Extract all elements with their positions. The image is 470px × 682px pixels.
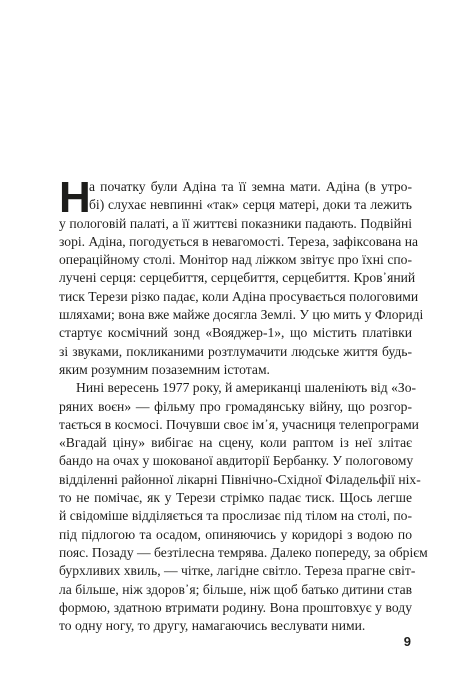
text-line: то одну ногу, то другу, намагаючись веслувати ними. [59,618,366,634]
text-line: бандо на очах у шокованої авдиторії Бербанку. У пологовому [59,453,414,469]
page-number: 9 [403,634,411,649]
text-line: стартує космічний зонд «Вояджер-1», що містить платівки [59,325,412,341]
text-line: Нині вересень 1977 року, й американці шаленіють від «Зо- [76,380,417,396]
text-line: й свідоміше відділяється та прослизає під тілом на столі, по- [59,508,412,524]
text-line: пояс. Позаду — безтілесна темрява. Далеко попереду, за обрієм [59,544,428,560]
text-line: бурхливих хвиль, — чітке, лагідне світло. Тереза прагне світ- [59,563,416,579]
text-line: то не помічає, як у Терези стрімко падає тиск. Щось легше [59,490,412,506]
text-line: відділенні районної лікарні Північно-Східної Філадельфії ніх- [59,471,421,487]
text-line: зі звуками, покликаними розтлумачити людське життя будь- [59,343,412,359]
paragraph-1 [59,173,424,379]
text-line: тиск Терези різко падає, коли Адіна просувається пологовими [59,288,419,304]
text-line: бі) слухає невпинні «так» серця матері, доки та лежить [89,197,412,213]
text-line: у пологовій палаті, а її життєві показники падають. Подвійні [59,215,412,231]
drop-cap: Н [59,173,91,222]
text-line: яким розумним позаземним істотам. [59,361,270,377]
text-line: зорі. Адіна, погодується в невагомості. Тереза, зафіксована на [59,233,419,249]
text-line: формою, здатною втримати родину. Вона проштовхує у воду [59,599,412,615]
body-text [59,173,428,635]
paragraph-2 [59,379,428,635]
text-line: ряних воєн» — фільму про громадянську війну, що розгор- [59,398,412,414]
text-line: ла більше, ніж здоров᾽я; більше, ніж щоб батько дитини став [59,581,413,597]
text-line: «Вгадай ціну» вибігає на сцену, коли раптом із неї злітає [59,435,412,451]
text-line: а початку були Адіна та її земна мати. Адіна (в утро- [89,179,412,194]
text-line: операційному столі. Монітор над ліжком звітує про їхні спо- [59,252,412,268]
text-line: тається в космосі. Почувши своє ім᾽я, учасниця телепрограми [59,416,419,432]
text-line: під підлогою та осадом, опиняючись у коридорі з водою по [59,526,412,542]
text-line: шляхами; вона вже майже досягла Землі. У цю мить у Флориді [59,307,424,323]
text-line: лучені серця: серцебиття, серцебиття, серцебиття. Кров᾽яний [59,270,416,286]
